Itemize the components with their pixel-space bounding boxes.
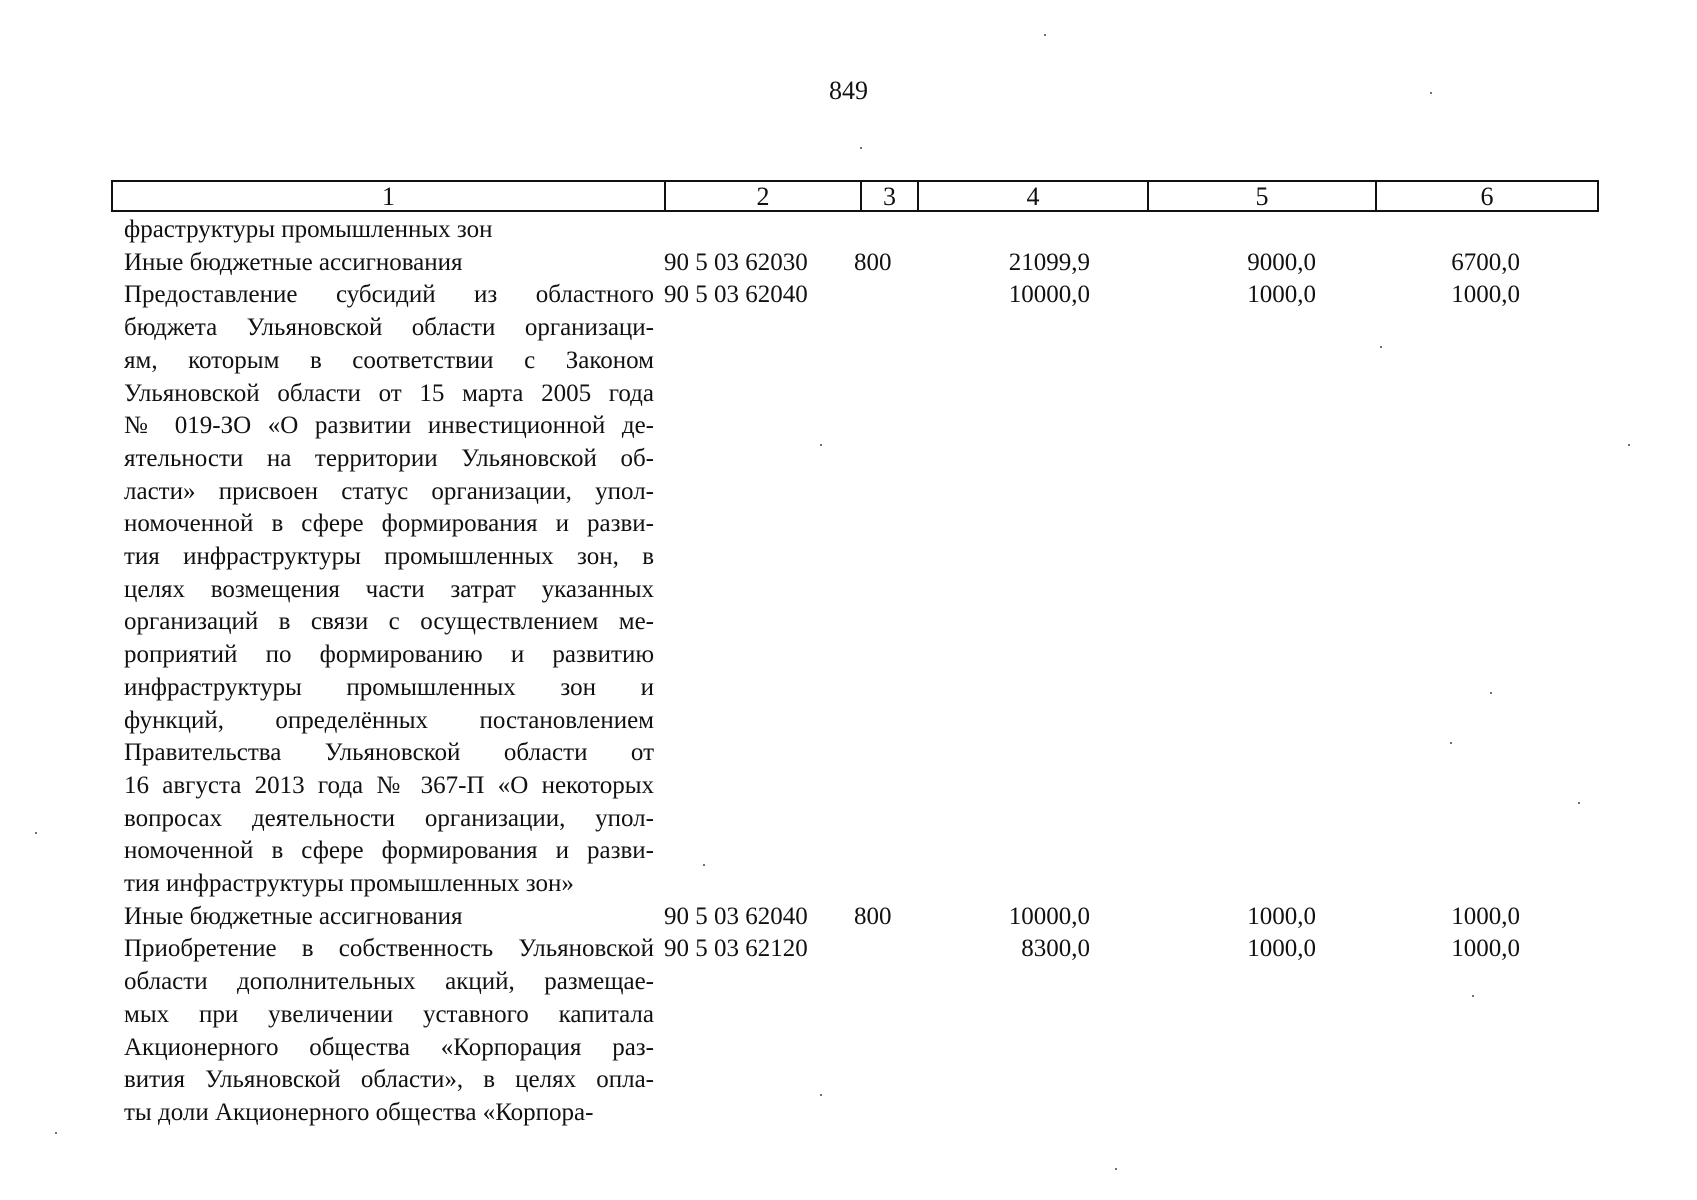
row-code: 90 5 03 62040 (664, 281, 808, 309)
row-description: № 019-ЗО «О развитии инвестиционной де- (124, 412, 654, 440)
column-header-4: 4 (919, 182, 1149, 210)
table-row-line (124, 345, 1594, 378)
table-row-line (124, 868, 1594, 901)
table-row-line (124, 901, 1594, 934)
row-description: Иные бюджетные ассигнования (124, 248, 463, 276)
table-row-line (124, 476, 1594, 509)
row-value-col6: 1000,0 (1451, 281, 1520, 309)
row-description: мых при увеличении уставного капитала (124, 1000, 654, 1028)
table-body (124, 214, 1594, 1130)
row-value-col4: 10000,0 (1008, 902, 1090, 930)
table-row-line (124, 1032, 1594, 1065)
row-description: инфраструктуры промышленных зон и (124, 673, 654, 701)
column-header-2: 2 (666, 182, 862, 210)
scan-speck (1578, 802, 1580, 804)
scan-speck (35, 832, 37, 834)
page-number: 849 (829, 76, 868, 105)
table-row-line (124, 378, 1594, 411)
scan-speck (1115, 1168, 1117, 1170)
row-description: Предоставление субсидий из областного (124, 281, 654, 309)
scan-speck (1380, 346, 1382, 348)
row-value-col5: 1000,0 (1247, 902, 1316, 930)
table-row-line (124, 443, 1594, 476)
row-description: области дополнительных акций, размещае- (124, 968, 654, 996)
table-row-line (124, 410, 1594, 443)
scan-speck (820, 444, 822, 446)
row-description: Ульяновской области от 15 марта 2005 года (124, 379, 654, 407)
row-expense-type: 800 (854, 248, 892, 276)
row-description: номоченной в сфере формирования и разви- (124, 510, 654, 538)
row-description: ласти» присвоен статус организации, упол- (124, 477, 654, 505)
row-description: тия инфраструктуры промышленных зон, в (124, 543, 654, 571)
row-description: Правительства Ульяновской области от (124, 739, 654, 767)
row-expense-type: 800 (854, 902, 892, 930)
table-row-line (124, 279, 1594, 312)
row-description: бюджета Ульяновской области организаци- (124, 314, 654, 342)
row-code: 90 5 03 62040 (664, 902, 808, 930)
table-row-line (124, 574, 1594, 607)
row-description: функций, определённых постановлением (124, 706, 654, 734)
scan-speck (1430, 92, 1432, 94)
row-value-col4: 10000,0 (1008, 281, 1090, 309)
table-row-line (124, 639, 1594, 672)
table-row-line (124, 1064, 1594, 1097)
table-row-line (124, 312, 1594, 345)
table-row-line (124, 803, 1594, 836)
row-value-col5: 1000,0 (1247, 935, 1316, 963)
table-row-line (124, 835, 1594, 868)
column-header-1: 1 (113, 182, 666, 210)
row-description: вопросах деятельности организации, упол- (124, 804, 654, 832)
scan-speck (860, 147, 862, 149)
table-row-line (124, 606, 1594, 639)
table-row-line (124, 999, 1594, 1032)
row-value-col6: 1000,0 (1451, 935, 1520, 963)
scan-speck (1044, 34, 1046, 36)
row-value-col4: 8300,0 (1021, 935, 1090, 963)
row-description: роприятий по формированию и развитию (124, 641, 654, 669)
column-header-6: 6 (1480, 182, 1494, 211)
table-row-line (124, 966, 1594, 999)
scan-speck (1472, 995, 1474, 997)
row-description: фраструктуры промышленных зон (124, 216, 493, 243)
scan-speck (1490, 692, 1492, 694)
table-row-line (124, 737, 1594, 770)
row-description: тия инфраструктуры промышленных зон» (124, 870, 574, 898)
row-description: Акционерного общества «Корпорация раз- (124, 1033, 654, 1061)
row-value-col6: 6700,0 (1451, 248, 1520, 276)
scan-speck (703, 864, 705, 866)
table-row-line (124, 933, 1594, 966)
table-row-line (124, 672, 1594, 705)
scan-speck (55, 1132, 57, 1134)
row-description: 16 августа 2013 года № 367-П «О некоторых (124, 771, 654, 799)
table-row-line (124, 214, 1594, 247)
row-code: 90 5 03 62120 (664, 935, 808, 963)
row-value-col4: 21099,9 (1008, 248, 1090, 276)
table-row-line (124, 508, 1594, 541)
row-description: Приобретение в собственность Ульяновской (124, 935, 654, 963)
row-description: Иные бюджетные ассигнования (124, 902, 463, 930)
scan-speck (1450, 742, 1452, 744)
row-value-col5: 1000,0 (1247, 281, 1316, 309)
scan-speck (1628, 444, 1630, 446)
row-description: ты доли Акционерного общества «Корпора- (124, 1098, 594, 1126)
row-value-col6: 1000,0 (1451, 902, 1520, 930)
table-header (111, 180, 1599, 212)
table-row-line (124, 541, 1594, 574)
column-header-3: 3 (862, 182, 919, 210)
row-value-col5: 9000,0 (1247, 248, 1316, 276)
row-code: 90 5 03 62030 (664, 248, 808, 276)
table-row-line (124, 1097, 1594, 1130)
table-row-line (124, 247, 1594, 280)
scan-speck (820, 1094, 822, 1096)
row-description: организаций в связи с осуществлением ме- (124, 608, 654, 636)
row-description: ям, которым в соответствии с Законом (124, 346, 654, 374)
table-row-line (124, 770, 1594, 803)
column-header-5: 5 (1149, 182, 1377, 210)
table-row-line (124, 705, 1594, 738)
row-description: вития Ульяновской области», в целях опла- (124, 1066, 654, 1094)
row-description: номоченной в сфере формирования и разви- (124, 837, 654, 865)
row-description: ятельности на территории Ульяновской об- (124, 444, 654, 472)
row-description: целях возмещения части затрат указанных (124, 575, 654, 603)
